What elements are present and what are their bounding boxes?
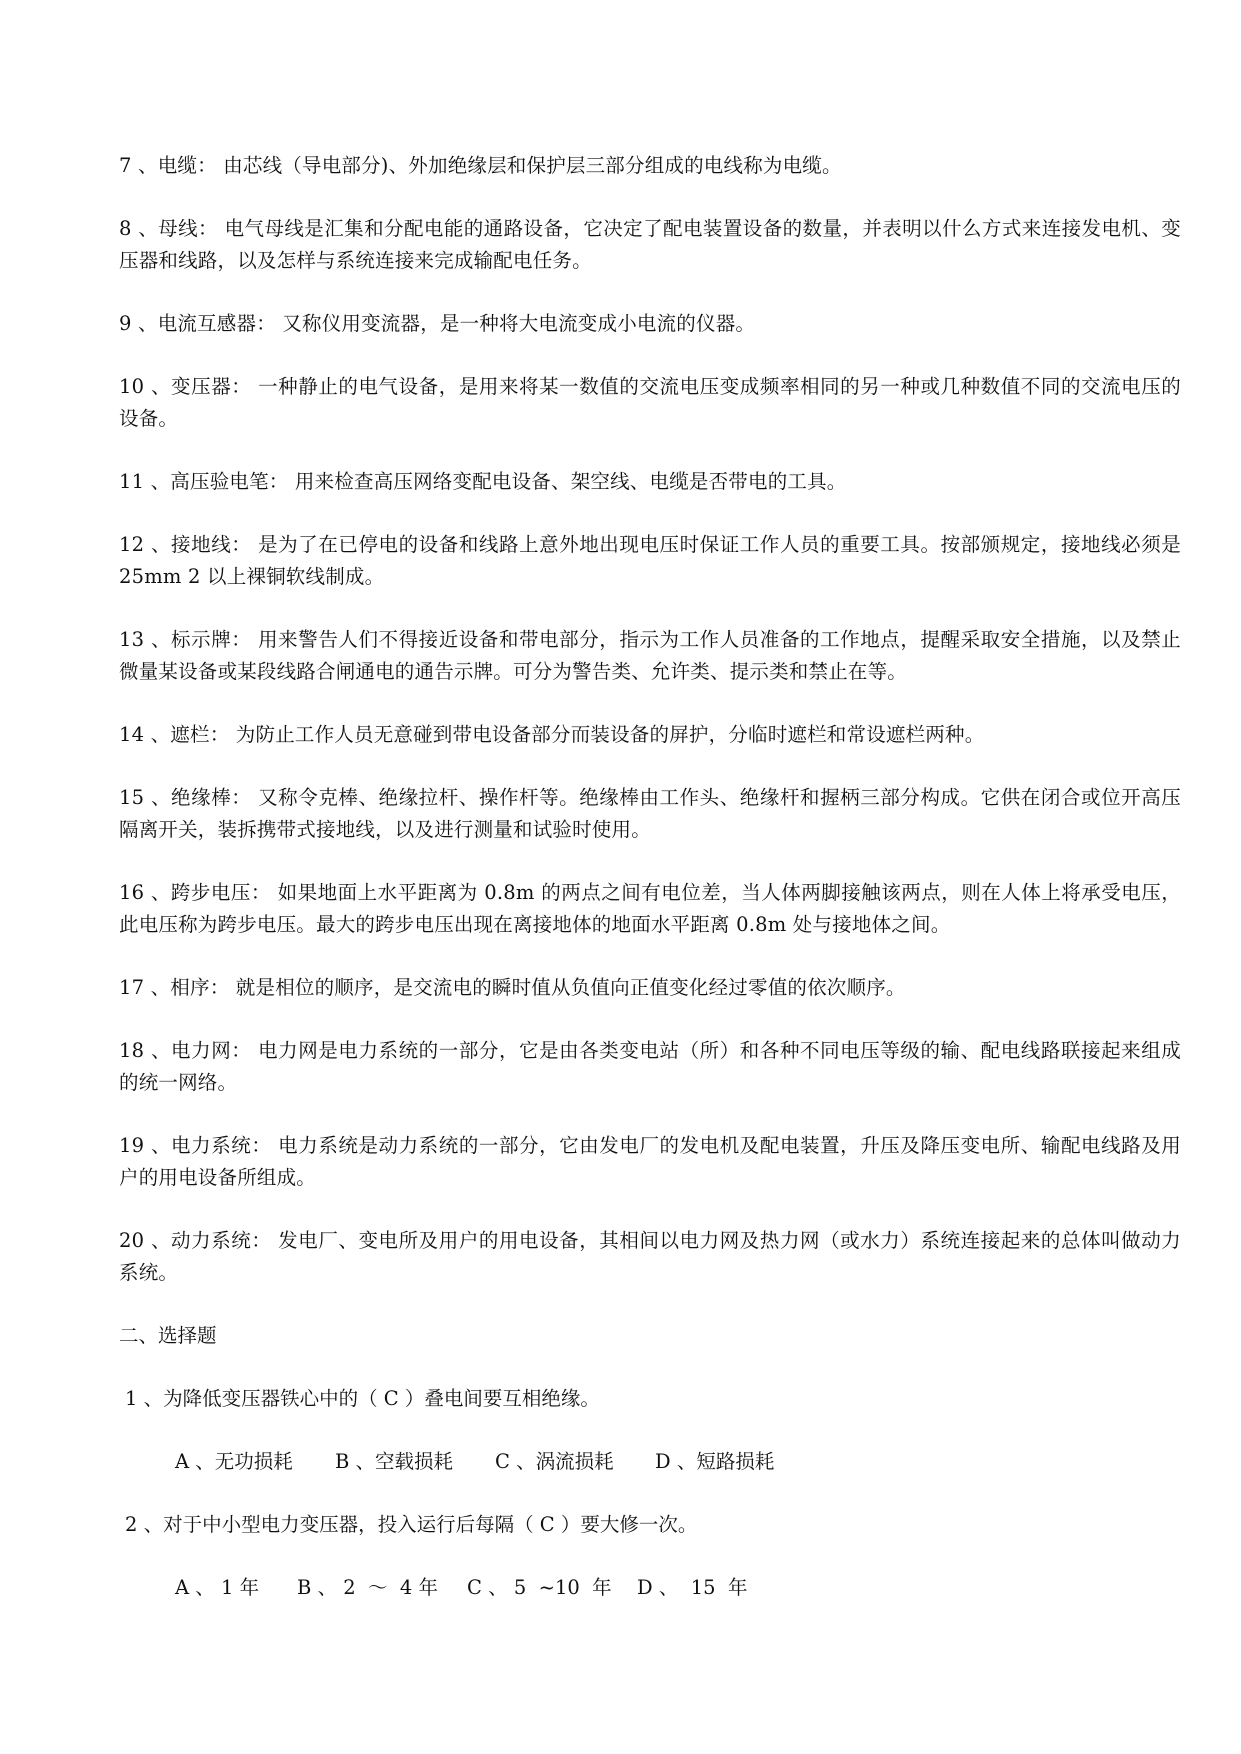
question-1-option-d: D 、短路损耗 (655, 1450, 775, 1473)
question-1-option-b: B 、空载损耗 (335, 1450, 454, 1473)
definition-20: 20 、动力系统： 发电厂、变电所及用户的用电设备，其相间以电力网及热力网（或水力）系统连接起来的总体叫做动力系统。 (119, 1229, 1181, 1284)
definition-14: 14 、遮栏： 为防止工作人员无意碰到带电设备部分而装设备的屏护，分临时遮栏和常设遮栏两种。 (119, 723, 985, 746)
definition-17: 17 、相序： 就是相位的顺序，是交流电的瞬时值从负值向正值变化经过零值的依次顺序。 (119, 976, 906, 999)
question-2-option-b: B 、 2 ～ 4 年 (297, 1576, 439, 1599)
question-1-option-c: C 、涡流损耗 (495, 1450, 614, 1473)
question-1-options (119, 1446, 1181, 1478)
document-content (119, 150, 1181, 1635)
definition-18: 18 、电力网： 电力网是电力系统的一部分，它是由各类变电站（所）和各种不同电压等级的输、配电线路联接起来组成的统一网络。 (119, 1039, 1181, 1094)
definition-13: 13 、标示牌： 用来警告人们不得接近设备和带电部分，指示为工作人员准备的工作地点，提醒采取安全措施，以及禁止微量某设备或某段线路合闸通电的通告示牌。可分为警告类、允许类、提示类和禁止在等。 (119, 628, 1181, 683)
question-2-option-d: D 、 15 年 (637, 1576, 748, 1599)
definition-19: 19 、电力系统： 电力系统是动力系统的一部分，它由发电厂的发电机及配电装置，升压及降压变电所、输配电线路及用户的用电设备所组成。 (119, 1134, 1181, 1189)
definition-15: 15 、绝缘棒： 又称令克棒、绝缘拉杆、操作杆等。绝缘棒由工作头、绝缘杆和握柄三部分构成。它供在闭合或位开高压隔离开关，装拆携带式接地线，以及进行测量和试验时使用。 (119, 786, 1181, 841)
question-1: 1 、为降低变压器铁心中的（ C ）叠电间要互相绝缘。 (125, 1387, 600, 1410)
definition-8: 8 、母线： 电气母线是汇集和分配电能的通路设备，它决定了配电装置设备的数量，并表明以什么方式来连接发电机、变压器和线路，以及怎样与系统连接来完成输配电任务。 (119, 217, 1181, 272)
question-2-option-a: A 、 1 年 (175, 1576, 260, 1599)
definition-16: 16 、跨步电压： 如果地面上水平距离为 0.8m 的两点之间有电位差，当人体两脚接触该两点，则在人体上将承受电压，此电压称为跨步电压。最大的跨步电压出现在离接地体的地面水平距离 0.8m 处与接地体之间。 (119, 881, 1181, 936)
question-2-option-c: C 、 5 ~10 年 (467, 1576, 612, 1599)
section-heading: 二、选择题 (119, 1324, 217, 1347)
definition-12: 12 、接地线： 是为了在已停电的设备和线路上意外地出现电压时保证工作人员的重要工具。按部颁规定，接地线必须是 25mm 2 以上裸铜软线制成。 (119, 533, 1181, 588)
question-1-option-a: A 、无功损耗 (175, 1450, 293, 1473)
definition-9: 9 、电流互感器： 又称仪用变流器，是一种将大电流变成小电流的仪器。 (119, 312, 756, 335)
definition-10: 10 、变压器： 一种静止的电气设备，是用来将某一数值的交流电压变成频率相同的另一种或几种数值不同的交流电压的设备。 (119, 375, 1181, 430)
question-2: 2 、对于中小型电力变压器，投入运行后每隔（ C ）要大修一次。 (125, 1513, 698, 1536)
question-2-options (119, 1572, 1181, 1604)
definition-7: 7 、电缆： 由芯线（导电部分)、外加绝缘层和保护层三部分组成的电线称为电缆。 (119, 154, 842, 177)
definition-11: 11 、高压验电笔： 用来检查高压网络变配电设备、架空线、电缆是否带电的工具。 (119, 470, 847, 493)
